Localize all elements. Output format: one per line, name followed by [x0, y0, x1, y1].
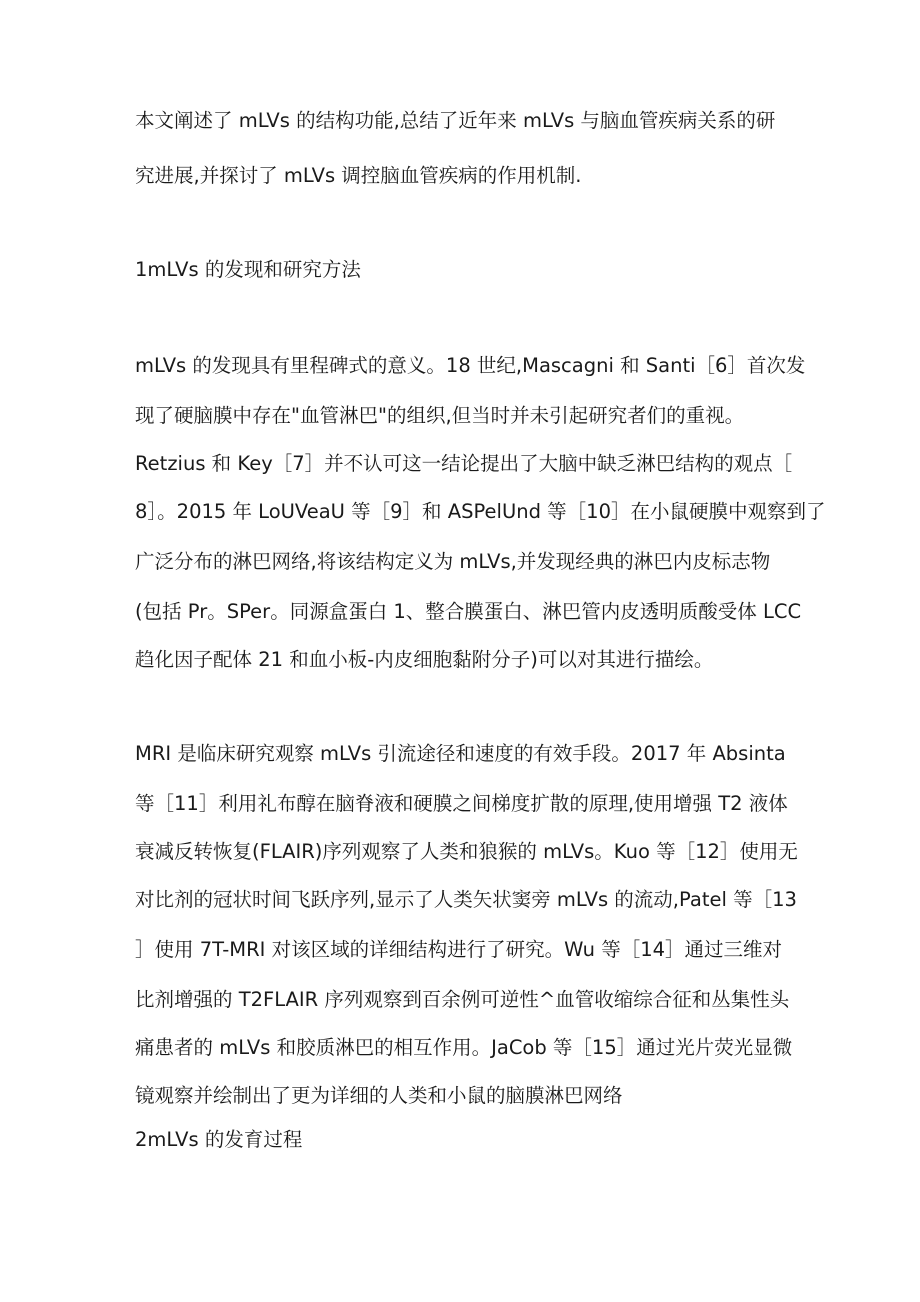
- section-heading: 2mLVs 的发育过程: [135, 1128, 303, 1151]
- section-heading: 1mLVs 的发现和研究方法: [135, 258, 361, 281]
- paragraph-line: 趋化因子配体 21 和血小板-内皮细胞黏附分子)可以对其进行描绘。: [135, 648, 714, 671]
- paragraph-line: 衰减反转恢复(FLAIR)序列观察了人类和狼猴的 mLVs。Kuo 等［12］使用无: [135, 840, 798, 863]
- paragraph-line: 比剂增强的 T2FLAIR 序列观察到百余例可逆性^血管收缩综合征和丛集性头: [135, 988, 790, 1011]
- intro-line: 本文阐述了 mLVs 的结构功能,总结了近年来 mLVs 与脑血管疾病关系的研: [135, 109, 776, 132]
- paragraph-line: 对比剂的冠状时间飞跃序列,显示了人类矢状窦旁 mLVs 的流动,Patel 等［13: [135, 888, 797, 911]
- intro-line: 究进展,并探讨了 mLVs 调控脑血管疾病的作用机制.: [135, 164, 582, 187]
- paragraph-line: 广泛分布的淋巴网络,将该结构定义为 mLVs,并发现经典的淋巴内皮标志物: [135, 550, 771, 573]
- paragraph-line: 8］。2015 年 LoUVeaU 等［9］和 ASPelUnd 等［10］在小鼠硬膜中观察到了: [135, 500, 826, 523]
- paragraph-line: 痛患者的 mLVs 和胶质淋巴的相互作用。JaCob 等［15］通过光片荧光显微: [135, 1036, 793, 1059]
- paragraph-line: MRI 是临床研究观察 mLVs 引流途径和速度的有效手段。2017 年 Absinta: [135, 742, 786, 765]
- paragraph-line: (包括 Pr。SPer。同源盒蛋白 1、整合膜蛋白、淋巴管内皮透明质酸受体 LCC: [135, 600, 802, 623]
- paragraph-line: 现了硬脑膜中存在"血管淋巴"的组织,但当时并未引起研究者们的重视。: [135, 404, 745, 427]
- paragraph-line: Retzius 和 Key［7］并不认可这一结论提出了大脑中缺乏淋巴结构的观点［: [135, 452, 793, 475]
- paragraph-line: mLVs 的发现具有里程碑式的意义。18 世纪,Mascagni 和 Santi［6］首次发: [135, 354, 806, 377]
- paragraph-line: 等［11］利用礼布醇在脑脊液和硬膜之间梯度扩散的原理,使用增强 T2 液体: [135, 792, 788, 815]
- paragraph-line: ］使用 7T-MRI 对该区域的详细结构进行了研究。Wu 等［14］通过三维对: [135, 938, 783, 961]
- paragraph-line: 镜观察并绘制出了更为详细的人类和小鼠的脑膜淋巴网络: [135, 1084, 623, 1107]
